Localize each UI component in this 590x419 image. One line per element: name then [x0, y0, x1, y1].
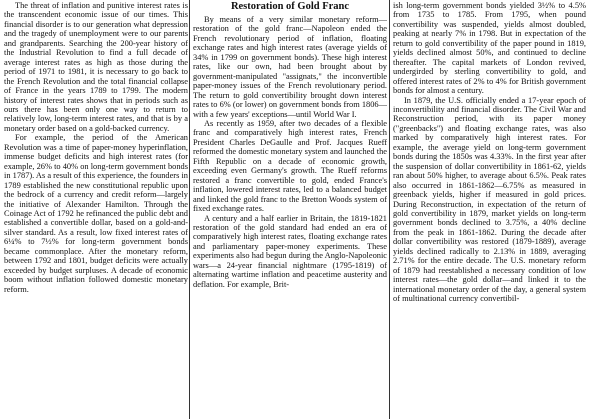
- text-column-3: [393, 1, 586, 419]
- paragraph: By means of a very similar monetary reform—restoration of the gold franc—Napoleon ended the French revolutionary period of inflation, floating exchange rates and high interest rates (average yields of 34% in 1799 on government bonds). These high interest rates, like our own, had been brought about by government-manipulated "assignats," the inconvertible paper-money issues of the French revolutionary period. The return to gold convertibility brought down interest rates to 6% (or lower) on government bonds from 1806—with a few years' exceptions—until World War I.: [193, 15, 387, 119]
- text-column-2: [193, 1, 387, 419]
- text-column-1: [4, 1, 188, 419]
- column-rule: [189, 0, 190, 419]
- paragraph: For example, the period of the American Revolution was a time of paper-money hyperinflation, immense budget deficits and high interest rates (for example, 26% to 40% on long-term government bonds in 1787). As a result of this experience, the founders in 1789 established the new constitutional republic upon the bedrock of a currency and credit reform—largely the initiative of Alexander Hamilton. Through the Coinage Act of 1792 he refinanced the public debt and established a convertible dollar, based on a gold-and-silver standard. As a result, low fixed interest rates of 6¼% to 7½% for long-term government bonds became commonplace. After the monetary reform, between 1792 and 1801, budget deficits were actually exceeded by budget surpluses. A decade of economic boom without inflation followed domestic monetary reform.: [4, 133, 188, 294]
- paragraph: In 1879, the U.S. officially ended a 17-year epoch of inconvertibility and financial disorder. The Civil War and Reconstruction period, with its paper money ("greenbacks") and floating exchange rates, was also marked by comparatively high interest rates. For example, the average yield on long-term government bonds during the 1850s was 4.33%. In the first year after the suspension of dollar convertibility in 1861-62, yields ran about 50% higher, to average about 6.5%. Peak rates also occurred in 1861-1862—6.75% as measured in greenback yields, higher if measured in gold prices. During Reconstruction, in expectation of the return of gold convertibility in 1879, market yields on long-term government bonds declined to 3.75%, a 40% decline from the peak in 1861-1862. During the decade after dollar convertibility was restored (1879-1889), average yields declined radically to 2.13% in 1889, averaging 2.71% for the entire decade. The U.S. monetary reform of 1879 had reestablished a necessary condition of low interest rates—the gold dollar—and linked it to the international monetary order of the day, a general system of multinational currency convertibil-: [393, 95, 586, 304]
- paragraph: The threat of inflation and punitive interest rates is the transcendent economic issue of our times. This financial disorder is to our generation what depression and the tragedy of unemployment were to our parents and grandparents. Searching the 200-year history of the Industrial Revolution to find a full decade of average interest rates as high as those during the period of 1971 to 1981, it is necessary to go back to the French Revolution and the total financial collapse of France in the years 1789 to 1799. The modern history of interest rates shows that in periods such as ours there has been only one way to return to relatively low, long-term interest rates, and that is by a monetary order based on a gold-backed currency.: [4, 1, 188, 133]
- section-heading: Restoration of Gold Franc: [230, 1, 350, 12]
- column-rule: [389, 0, 390, 419]
- paragraph: As recently as 1959, after two decades of a flexible franc and comparatively high interest rates, French President Charles DeGaulle and Prof. Jacques Rueff reformed the domestic monetary system and launched the Fifth Republic on a decade of economic growth, exceeding even Germany's growth. The Rueff reforms restored a franc convertible to gold, ended France's inflation, lowered interest rates, led to a balanced budget and linked the gold franc to the Bretton Woods system of fixed exchange rates.: [193, 118, 387, 214]
- paragraph: A century and a half earlier in Britain, the 1819-1821 restoration of the gold standard had ended an era of comparatively high interest rates, floating exchange rates and parliamentary paper-money experiments. These experiments also had begun during the Anglo-Napoleonic wars—a 24-year financial nightmare (1795-1819) of alternating wartime inflation and peacetime austerity and deflation. For example, Brit-: [193, 213, 387, 289]
- paragraph: ish long-term government bonds yielded 3½% to 4.5% from 1735 to 1785. From 1795, when pound convertibility was suspended, yields almost doubled, peaking at nearly 7% in 1798. But in expectation of the return to gold convertibility of the paper pound in 1819, yields declined almost 50%, and continued to decline thereafter. The capital markets of London revived, undergirded by sterling convertibility to gold, and offered interest rates of 2% to 4% for British government bonds for almost a century.: [393, 1, 586, 96]
